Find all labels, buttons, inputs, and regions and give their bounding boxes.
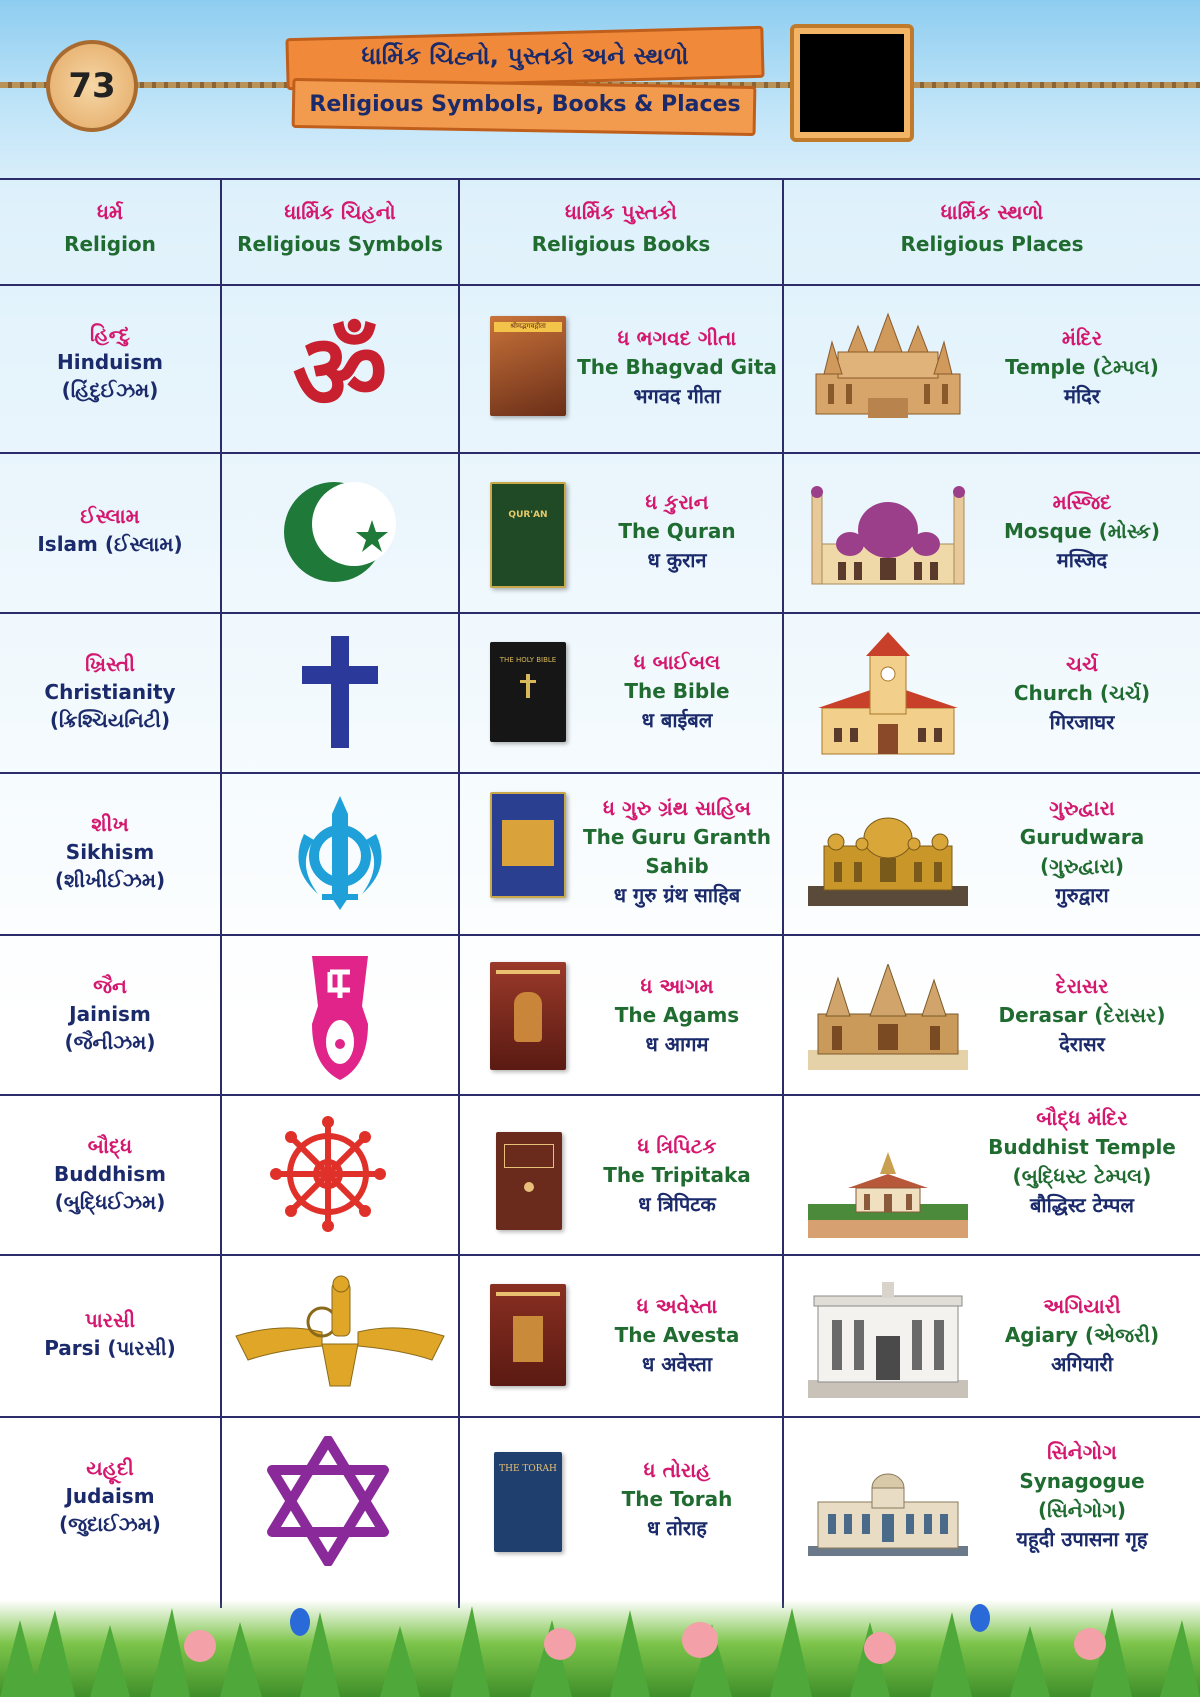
book-cover-torah: THE TORAH: [494, 1452, 562, 1552]
place-name: ચર્ચ Church (ચર્ચ) गिरजाघर: [1013, 652, 1151, 734]
table-row-islam: [0, 452, 1200, 612]
place-name: અગિયારી Agiary (એજરી) अगियारी: [1004, 1294, 1160, 1376]
book-cover-avesta: [490, 1284, 566, 1386]
cross-icon: [222, 634, 458, 750]
faravahar-icon: [222, 1274, 458, 1394]
table-row-judaism: [0, 1416, 1200, 1586]
book-title: ધ તોરાહ The Torah ध तोराह: [621, 1458, 733, 1540]
book-title: ધ કુરાન The Quran ध कुरान: [618, 490, 736, 572]
derasar-icon: [808, 964, 968, 1070]
table-row-sikhism: [0, 772, 1200, 934]
book-title: ધ ગુરુ ગ્રંથ સાહિબ The Guru Granth Sahib ध गुरु ग्रंथ साहिब: [583, 796, 771, 907]
book-title: ધ આગમ The Agams ध आगम: [614, 974, 740, 1056]
khanda-icon: [222, 794, 458, 912]
book-title: ધ ત્રિપિટક The Tripitaka ध त्रिपिटक: [603, 1134, 751, 1216]
book-cover-bible: THE HOLY BIBLE: [490, 642, 566, 742]
religion-name: ઈસ્લામ Islam (ઈસ્લામ): [37, 504, 183, 556]
religion-name: ખ્રિસ્તી Christianity (ક્રિશ્ચિયનિટી): [44, 652, 176, 732]
religion-name: પારસી Parsi (પારસી): [44, 1308, 176, 1360]
place-name: સિનેગોગ Synagogue (સિનેગોગ) यहूदी उपासना गृह: [1016, 1440, 1148, 1551]
grass-border: [0, 1600, 1200, 1697]
place-name: ગુરુદ્વારા Gurudwara (ગુરુદ્વારા) गुरुद्वारा: [1019, 796, 1145, 907]
gurudwara-icon: [808, 806, 968, 906]
place-name: મસ્જિદ Mosque (મોસ્ક) मस्जिद: [1003, 490, 1161, 572]
title-gujarati: ધાર્મિક ચિહ્નો, પુસ્તકો અને સ્થળો: [361, 42, 689, 70]
book-cover-agams: [490, 962, 566, 1070]
religion-name: યહૂદી Judaism (જુદાઈઝમ): [59, 1456, 161, 1536]
religion-name: શીખ Sikhism (શીખીઈઝમ): [54, 812, 166, 892]
page-header: [0, 0, 1200, 178]
book-cover-quran: QUR'AN: [490, 482, 566, 588]
place-name: મંદિર Temple (ટેમ્પલ) मंदिर: [1005, 326, 1159, 408]
religion-name: જૈન Jainism (જૈનીઝમ): [64, 974, 156, 1054]
crescent-star-icon: [222, 472, 458, 592]
table-row-buddhism: [0, 1094, 1200, 1254]
synagogue-icon: [808, 1464, 968, 1560]
book-cover-gita: श्रीमद्भगवद्गीता: [490, 316, 566, 416]
church-icon: [808, 628, 968, 758]
place-name: દેરાસર Derasar (દેરાસર) देरासर: [998, 974, 1166, 1056]
column-header-places: ધાર્મિક સ્થળો Religious Places: [900, 200, 1084, 256]
table-row-hinduism: [0, 284, 1200, 452]
star-of-david-icon: [222, 1436, 458, 1566]
temple-icon: [808, 312, 968, 424]
agiary-icon: [808, 1276, 968, 1398]
title-english: Religious Symbols, Books & Places: [309, 92, 741, 117]
page-number: 73: [68, 66, 116, 106]
mosque-icon: [808, 474, 968, 592]
column-header-religion: ધર્મ Religion: [64, 200, 156, 256]
dharma-wheel-icon: [222, 1116, 458, 1232]
table-row-christianity: [0, 612, 1200, 772]
jain-symbol-icon: [222, 946, 458, 1084]
book-cover-guru-granth-sahib: [490, 792, 566, 898]
buddhist-temple-icon: [808, 1148, 968, 1238]
religions-table: [0, 178, 1200, 1608]
religion-name: હિન્દુ Hinduism (હિંદુઈઝમ): [57, 322, 163, 402]
column-header-books: ધાર્મિક પુસ્તકો Religious Books: [531, 200, 711, 256]
table-row-parsi: [0, 1254, 1200, 1416]
book-cover-tripitaka: [496, 1132, 562, 1230]
book-title: ધ ભગવદ ગીતા The Bhagvad Gita भगवद गीता: [577, 326, 777, 408]
table-row-jainism: [0, 934, 1200, 1094]
butterfly-decoration: [290, 1604, 990, 1636]
om-icon: ॐ: [292, 310, 388, 433]
religion-name: બૌદ્ધ Buddhism (બુદ્ધિઈઝમ): [54, 1134, 166, 1214]
place-name: બૌદ્ધ મંદિર Buddhist Temple (બુદ્ધિસ્ટ ટેમ્પલ) बौद्धिस्ट टेम्पल: [988, 1106, 1176, 1217]
redacted-image-frame: [790, 24, 914, 142]
title-banner: [286, 32, 764, 132]
book-title: ધ બાઈબલ The Bible ध बाईबल: [624, 650, 730, 732]
book-title: ધ અવેસ્તા The Avesta ध अवेस्ता: [614, 1294, 740, 1376]
column-header-symbols: ધાર્મિક ચિહનો Religious Symbols: [237, 200, 443, 256]
page-number-badge: [46, 40, 138, 132]
